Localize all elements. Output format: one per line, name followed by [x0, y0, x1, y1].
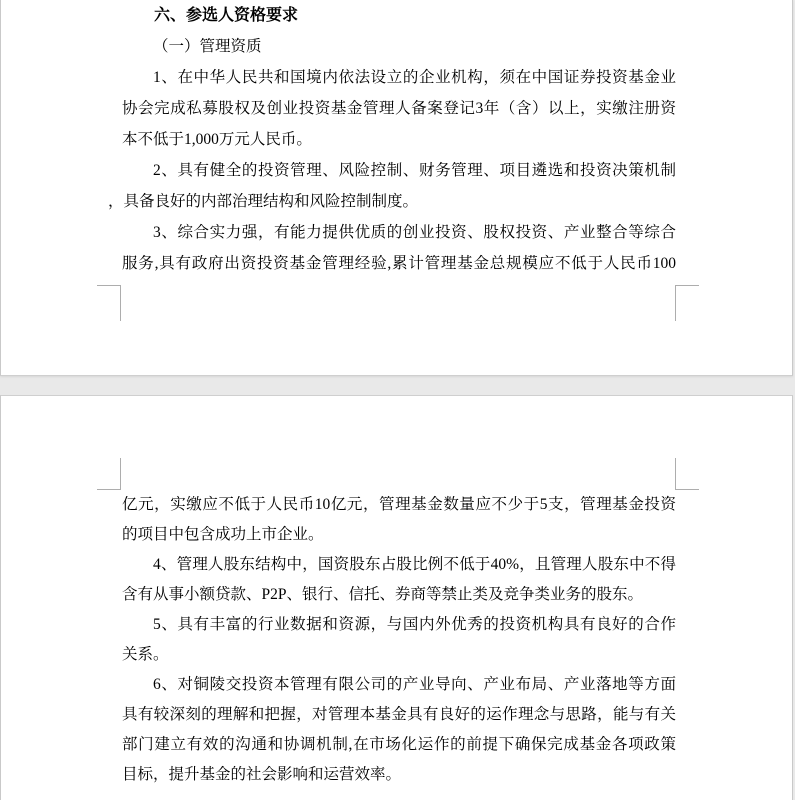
text-line: 4、管理人股东结构中，国资股东占股比例不低于40%，且管理人股东中不得 [153, 556, 676, 573]
text-line: 协会完成私募股权及创业投资基金管理人备案登记3年（含）以上，实缴注册资 [122, 100, 676, 117]
subsection-heading: （一）管理资质 [153, 38, 262, 55]
text-line: ，具备良好的内部治理结构和风险控制制度。 [108, 193, 419, 210]
page1-bottom-right-margin-mark [675, 285, 699, 321]
text-line: 的项目中包含成功上市企业。 [122, 526, 324, 543]
page1-bottom-left-margin-mark [97, 285, 121, 321]
text-line: 具有较深刻的理解和把握，对管理本基金具有良好的运作理念与思路，能与有关 [122, 706, 676, 723]
text-line: 6、对铜陵交投资本管理有限公司的产业导向、产业布局、产业落地等方面 [153, 676, 676, 693]
text-line: 部门建立有效的沟通和协调机制,在市场化运作的前提下确保完成基金各项政策 [122, 736, 676, 753]
page2-top-left-margin-mark [97, 458, 121, 490]
text-line: 关系。 [122, 646, 169, 663]
document-page-2[interactable] [0, 395, 793, 800]
text-line: 2、具有健全的投资管理、风险控制、财务管理、项目遴选和投资决策机制 [153, 162, 676, 179]
text-line: 3、综合实力强，有能力提供优质的创业投资、股权投资、产业整合等综合 [153, 224, 676, 241]
text-line: 亿元，实缴应不低于人民币10亿元，管理基金数量应不少于5支，管理基金投资 [122, 496, 676, 513]
page-2-text-area [122, 490, 676, 790]
text-line: 服务,具有政府出资投资基金管理经验,累计管理基金总规模应不低于人民币100 [122, 255, 676, 272]
text-line: 1、在中华人民共和国境内依法设立的企业机构，须在中国证券投资基金业 [153, 69, 676, 86]
text-line: 5、具有丰富的行业数据和资源，与国内外优秀的投资机构具有良好的合作 [153, 616, 676, 633]
text-line: 含有从事小额贷款、P2P、银行、信托、券商等禁止类及竞争类业务的股东。 [122, 586, 643, 603]
page2-top-right-margin-mark [675, 458, 699, 490]
section-heading: 六、参选人资格要求 [154, 7, 299, 24]
page-1-text-area [108, 0, 676, 279]
text-line: 本不低于1,000万元人民币。 [122, 131, 312, 148]
text-line: 目标，提升基金的社会影响和运营效率。 [122, 766, 402, 783]
